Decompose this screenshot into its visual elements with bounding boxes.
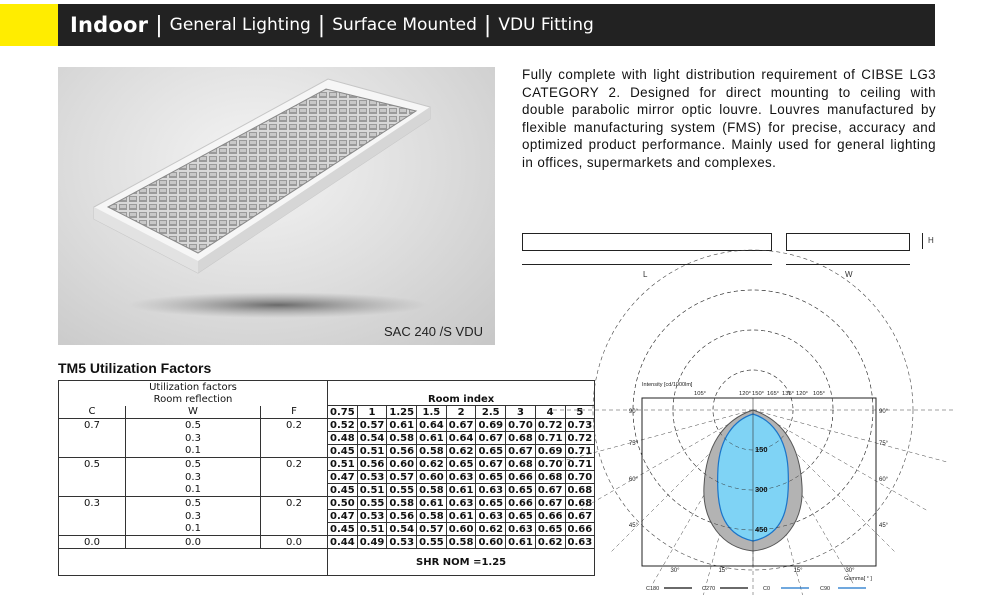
table-cell-f xyxy=(261,484,328,497)
table-cell-value: 0.67 xyxy=(535,497,565,510)
polar-top-angle-label: 105° xyxy=(694,391,706,397)
table-cell-value: 0.65 xyxy=(476,471,506,484)
table-cell-value: 0.51 xyxy=(357,484,387,497)
blank-cell xyxy=(59,549,328,576)
polar-bottom-angle-label: 15° xyxy=(718,568,728,574)
table-cell-c: 0.0 xyxy=(59,536,126,549)
product-photo xyxy=(58,67,495,345)
shr-nom-value: SHR NOM =1.25 xyxy=(328,549,595,576)
table-cell-c xyxy=(59,523,126,536)
table-cell-value: 0.62 xyxy=(535,536,565,549)
table-cell-value: 0.70 xyxy=(535,458,565,471)
table-cell-value: 0.53 xyxy=(357,471,387,484)
table-cell-value: 0.51 xyxy=(328,458,358,471)
table-cell-value: 0.67 xyxy=(506,445,536,458)
table-title: TM5 Utilization Factors xyxy=(58,360,212,376)
room-index-value: 1.25 xyxy=(387,406,417,419)
table-cell-w: 0.5 xyxy=(126,458,261,471)
table-cell-value: 0.53 xyxy=(387,536,417,549)
table-cell-value: 0.58 xyxy=(417,510,447,523)
table-cell-value: 0.57 xyxy=(387,471,417,484)
table-cell-w: 0.1 xyxy=(126,523,261,536)
table-cell-value: 0.72 xyxy=(535,419,565,432)
table-cell-value: 0.49 xyxy=(357,536,387,549)
table-cell-value: 0.70 xyxy=(506,419,536,432)
col-w-header: W xyxy=(126,406,261,419)
width-label: W xyxy=(845,270,853,279)
width-dimension-line xyxy=(786,264,910,265)
table-cell-value: 0.44 xyxy=(328,536,358,549)
table-cell-w: 0.5 xyxy=(126,497,261,510)
polar-bottom-angle-label: 30° xyxy=(845,568,855,574)
table-row xyxy=(59,536,595,549)
table-cell-value: 0.68 xyxy=(506,432,536,445)
polar-left-angle-label: 45° xyxy=(628,523,638,529)
width-dimension-box xyxy=(786,233,910,251)
table-cell-value: 0.66 xyxy=(506,497,536,510)
table-cell-value: 0.58 xyxy=(387,497,417,510)
table-cell-value: 0.65 xyxy=(446,458,476,471)
utilization-factors-header: Utilization factors xyxy=(59,381,328,394)
table-cell-value: 0.51 xyxy=(357,523,387,536)
table-cell-c xyxy=(59,510,126,523)
table-row xyxy=(59,445,595,458)
length-dimension-line xyxy=(522,264,772,265)
breadcrumb-general-lighting: General Lighting xyxy=(169,15,311,35)
polar-legend-label: C270 xyxy=(702,586,716,592)
table-row xyxy=(59,510,595,523)
table-cell-value: 0.45 xyxy=(328,484,358,497)
room-index-value: 4 xyxy=(535,406,565,419)
product-description: Fully complete with light distribution requirement of CIBSE LG3 CATEGORY 2. Designed for direct mounting to ceiling with double parabolic mirror optic louvre. Louvres manufactured by flexible manufacturing system (FMS) for precise, accuracy and optimized product performance. Mainly used for general lighting in offices, supermarkets and complexes. xyxy=(522,67,936,170)
table-cell-value: 0.63 xyxy=(506,523,536,536)
table-cell-value: 0.67 xyxy=(565,510,595,523)
table-cell-w: 0.3 xyxy=(126,510,261,523)
table-cell-value: 0.69 xyxy=(535,445,565,458)
table-cell-value: 0.52 xyxy=(328,419,358,432)
table-cell-value: 0.48 xyxy=(328,432,358,445)
table-cell-value: 0.60 xyxy=(476,536,506,549)
table-cell-value: 0.66 xyxy=(565,523,595,536)
table-cell-value: 0.65 xyxy=(476,497,506,510)
polar-top-angle-label: 165° xyxy=(767,391,779,397)
table-cell-value: 0.61 xyxy=(417,497,447,510)
table-cell-value: 0.63 xyxy=(446,497,476,510)
table-cell-value: 0.55 xyxy=(387,484,417,497)
table-cell-value: 0.57 xyxy=(357,419,387,432)
header-separator: | xyxy=(483,12,492,38)
breadcrumb-vdu-fitting: VDU Fitting xyxy=(498,15,594,35)
table-cell-value: 0.53 xyxy=(357,510,387,523)
polar-ring-label: 150 xyxy=(755,445,768,454)
header-accent-tab xyxy=(0,4,58,46)
table-cell-value: 0.54 xyxy=(387,523,417,536)
table-cell-value: 0.64 xyxy=(417,419,447,432)
polar-top-angle-label: 120° xyxy=(796,391,808,397)
polar-light-distribution-chart xyxy=(622,376,889,592)
table-cell-f: 0.2 xyxy=(261,419,328,432)
table-cell-value: 0.68 xyxy=(535,471,565,484)
table-cell-w: 0.3 xyxy=(126,471,261,484)
table-row xyxy=(59,458,595,471)
table-cell-value: 0.65 xyxy=(535,523,565,536)
polar-right-angle-label: 90° xyxy=(879,409,889,415)
table-cell-value: 0.58 xyxy=(417,445,447,458)
table-cell-value: 0.50 xyxy=(328,497,358,510)
table-cell-value: 0.65 xyxy=(506,510,536,523)
header-category: Indoor xyxy=(70,13,149,37)
table-cell-value: 0.47 xyxy=(328,510,358,523)
length-dimension-box xyxy=(522,233,772,251)
polar-intensity-label: Intensity [cd/1000lm] xyxy=(642,382,693,388)
table-row xyxy=(59,497,595,510)
table-cell-w: 0.0 xyxy=(126,536,261,549)
table-cell-value: 0.71 xyxy=(535,432,565,445)
table-cell-value: 0.61 xyxy=(387,419,417,432)
length-label: L xyxy=(643,270,648,279)
polar-gamma-label: Gamma[ ° ] xyxy=(844,576,872,582)
table-cell-value: 0.54 xyxy=(357,432,387,445)
polar-bottom-angle-label: 15° xyxy=(793,568,803,574)
table-header-row xyxy=(59,393,595,406)
table-header-row xyxy=(59,381,595,394)
table-row xyxy=(59,432,595,445)
table-cell-c xyxy=(59,432,126,445)
table-cell-c: 0.3 xyxy=(59,497,126,510)
table-row xyxy=(59,471,595,484)
polar-ring-label: 450 xyxy=(755,525,768,534)
table-cell-f: 0.2 xyxy=(261,497,328,510)
table-cell-f xyxy=(261,445,328,458)
table-cell-f xyxy=(261,523,328,536)
polar-ring-label: 300 xyxy=(755,485,768,494)
table-cell-value: 0.66 xyxy=(506,471,536,484)
table-column-header-row xyxy=(59,406,595,419)
table-cell-value: 0.62 xyxy=(417,458,447,471)
table-cell-value: 0.73 xyxy=(565,419,595,432)
table-cell-c: 0.7 xyxy=(59,419,126,432)
table-cell-value: 0.67 xyxy=(535,484,565,497)
room-index-value: 5 xyxy=(565,406,595,419)
table-cell-value: 0.67 xyxy=(446,419,476,432)
table-cell-f xyxy=(261,471,328,484)
polar-right-angle-label: 60° xyxy=(879,477,889,483)
header-separator: | xyxy=(317,12,326,38)
polar-left-angle-label: 75° xyxy=(628,441,638,447)
table-cell-value: 0.66 xyxy=(535,510,565,523)
height-dimension-line xyxy=(922,233,923,249)
table-cell-c xyxy=(59,484,126,497)
table-cell-value: 0.51 xyxy=(357,445,387,458)
table-cell-value: 0.65 xyxy=(476,445,506,458)
table-cell-value: 0.47 xyxy=(328,471,358,484)
table-cell-w: 0.1 xyxy=(126,445,261,458)
table-cell-value: 0.45 xyxy=(328,523,358,536)
polar-legend-label: C90 xyxy=(820,586,831,592)
table-cell-f: 0.0 xyxy=(261,536,328,549)
table-cell-value: 0.56 xyxy=(387,510,417,523)
table-cell-value: 0.67 xyxy=(476,458,506,471)
table-cell-f: 0.2 xyxy=(261,458,328,471)
table-cell-value: 0.58 xyxy=(417,484,447,497)
table-cell-w: 0.1 xyxy=(126,484,261,497)
col-f-header: F xyxy=(261,406,328,419)
table-cell-value: 0.68 xyxy=(565,497,595,510)
room-index-value: 2 xyxy=(446,406,476,419)
table-cell-value: 0.63 xyxy=(476,484,506,497)
table-cell-value: 0.70 xyxy=(565,471,595,484)
table-row xyxy=(59,484,595,497)
table-cell-value: 0.60 xyxy=(387,458,417,471)
table-cell-w: 0.5 xyxy=(126,419,261,432)
polar-legend-label: C180 xyxy=(646,586,660,592)
table-cell-value: 0.61 xyxy=(417,432,447,445)
table-cell-value: 0.57 xyxy=(417,523,447,536)
product-code-caption: SAC 240 /S VDU xyxy=(384,324,483,339)
table-cell-value: 0.64 xyxy=(446,432,476,445)
blank-header-cell xyxy=(328,381,595,394)
table-cell-value: 0.62 xyxy=(476,523,506,536)
table-cell-value: 0.63 xyxy=(476,510,506,523)
table-row xyxy=(59,523,595,536)
polar-right-angle-label: 75° xyxy=(879,441,889,447)
table-cell-value: 0.61 xyxy=(506,536,536,549)
table-cell-value: 0.61 xyxy=(446,510,476,523)
room-index-value: 1 xyxy=(357,406,387,419)
table-cell-value: 0.62 xyxy=(446,445,476,458)
table-cell-value: 0.63 xyxy=(565,536,595,549)
table-cell-c: 0.5 xyxy=(59,458,126,471)
header-separator: | xyxy=(155,12,163,38)
polar-legend-label: C0 xyxy=(763,586,771,592)
table-cell-value: 0.61 xyxy=(446,484,476,497)
room-index-value: 2.5 xyxy=(476,406,506,419)
page-header xyxy=(58,4,935,46)
utilization-factors-table xyxy=(58,380,595,576)
shr-row xyxy=(59,549,595,576)
table-cell-f xyxy=(261,510,328,523)
room-index-value: 0.75 xyxy=(328,406,358,419)
polar-right-angle-label: 45° xyxy=(879,523,889,529)
table-cell-value: 0.67 xyxy=(476,432,506,445)
table-cell-c xyxy=(59,471,126,484)
luminaire-illustration xyxy=(58,67,495,345)
room-reflection-header: Room reflection xyxy=(59,393,328,406)
polar-left-angle-label: 90° xyxy=(628,409,638,415)
table-cell-value: 0.72 xyxy=(565,432,595,445)
table-cell-value: 0.65 xyxy=(506,484,536,497)
room-index-value: 3 xyxy=(506,406,536,419)
table-cell-value: 0.45 xyxy=(328,445,358,458)
table-cell-value: 0.58 xyxy=(446,536,476,549)
table-cell-value: 0.55 xyxy=(417,536,447,549)
col-c-header: C xyxy=(59,406,126,419)
polar-bottom-angle-label: 30° xyxy=(670,568,680,574)
table-cell-value: 0.60 xyxy=(417,471,447,484)
breadcrumb-surface-mounted: Surface Mounted xyxy=(332,15,477,35)
polar-top-angle-label: 135° xyxy=(782,391,794,397)
table-cell-value: 0.68 xyxy=(506,458,536,471)
table-row xyxy=(59,419,595,432)
table-cell-f xyxy=(261,432,328,445)
table-cell-value: 0.63 xyxy=(446,471,476,484)
table-cell-value: 0.71 xyxy=(565,458,595,471)
table-cell-value: 0.69 xyxy=(476,419,506,432)
table-cell-value: 0.56 xyxy=(387,445,417,458)
table-cell-c xyxy=(59,445,126,458)
height-label: H xyxy=(928,236,934,245)
table-cell-value: 0.58 xyxy=(387,432,417,445)
table-cell-value: 0.68 xyxy=(565,484,595,497)
table-cell-w: 0.3 xyxy=(126,432,261,445)
table-cell-value: 0.71 xyxy=(565,445,595,458)
polar-left-angle-label: 60° xyxy=(628,477,638,483)
polar-top-angle-label: 120° xyxy=(739,391,751,397)
table-cell-value: 0.60 xyxy=(446,523,476,536)
room-index-value: 1.5 xyxy=(417,406,447,419)
table-cell-value: 0.56 xyxy=(357,458,387,471)
room-index-header: Room index xyxy=(328,393,595,406)
table-cell-value: 0.55 xyxy=(357,497,387,510)
polar-top-angle-label: 105° xyxy=(813,391,825,397)
polar-top-angle-label: 150° xyxy=(752,391,764,397)
